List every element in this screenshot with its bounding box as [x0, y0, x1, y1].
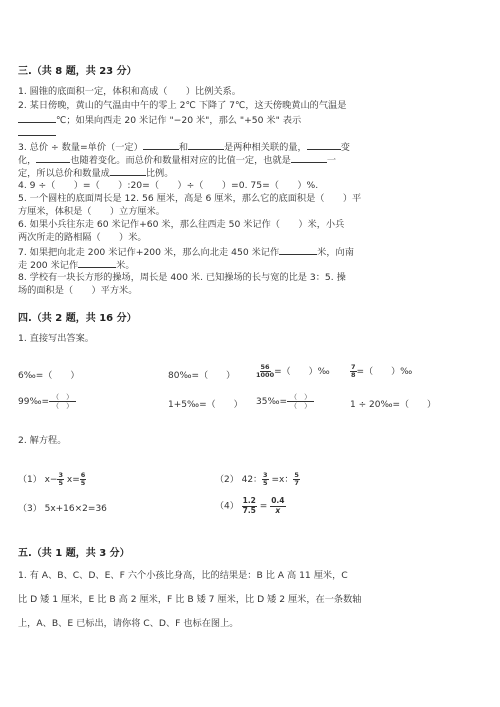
q3-2: 2. 某日傍晚，黄山的气温由中午的零上 2℃ 下降了 7℃，这天傍晚黄山的气温是 — [18, 100, 347, 111]
answer-blank[interactable] — [188, 140, 224, 150]
equation-4: （4） $\frac{1.2}{7.5}$ = $\frac{0.4}{x}$ — [215, 496, 285, 515]
q3-3-cont2: 定，所以总价和数量成 比例。 — [18, 168, 174, 179]
q3-8: 8. 学校有一块长方形的操场，周长是 400 米. 已知操场的长与宽的比是 3：5. 操 — [18, 272, 346, 283]
fraction: $\frac{( )}{( )}$ — [49, 393, 76, 410]
equation-3: （3） 5x+16×2=36 — [18, 504, 107, 514]
calc-g: 35‰= $\frac{( )}{( )}$ — [256, 393, 314, 410]
q4-2: 2. 解方程。 — [18, 435, 67, 446]
fraction: $\frac{( )}{( )}$ — [287, 393, 314, 410]
q3-5: 5. 一个圆柱的底面周长是 12. 56 厘米，高是 6 厘米，那么它的底面积是（ ）平 — [18, 193, 362, 204]
q3-8-cont: 场的面积是（ ）平方米。 — [18, 285, 138, 296]
calc-a: 6‰=（ ） — [18, 371, 80, 381]
answer-blank[interactable] — [78, 258, 116, 268]
answer-blank[interactable] — [279, 245, 317, 255]
calc-d: $\frac{7}{8}$ =（ ）‰ — [351, 363, 413, 379]
fraction: $\frac{3}{5}$ — [58, 471, 63, 487]
fraction: $\frac{7}{8}$ — [351, 363, 356, 379]
calc-f: 1+5‰=（ ） — [168, 400, 243, 410]
calc-c: $\frac{56}{1000}$ =（ ）‰ — [256, 363, 330, 379]
fraction: $\frac{6}{5}$ — [80, 471, 86, 487]
q3-2-cont: ℃；如果向西走 20 米记作 "−20 米"，那么 "+50 米" 表示 — [18, 113, 301, 127]
calc-b: 80‰=（ ） — [168, 371, 236, 381]
q5-1-cont2: 上，A、B、E 已标出，请你将 C、D、F 也标在图上。 — [18, 618, 239, 629]
q3-7: 7. 如果把向北走 200 米记作+200 米，那么向北走 450 米记作 米，向南 — [18, 247, 354, 258]
answer-blank[interactable] — [307, 140, 341, 150]
q3-3: 3. 总价 ÷ 数量=单价（一定） 和 是两种相关联的量， 变 — [18, 142, 350, 153]
equation-1: （1） x− $\frac{3}{5}$ x= $\frac{6}{5}$ — [18, 471, 86, 487]
calc-h: 1 ÷ 20‰=（ ） — [350, 400, 437, 410]
q3-4: 4. 9 ÷（ ）=（ ）:20=（ ）÷（ ）=0. 75=（ ）%. — [18, 180, 319, 191]
answer-blank[interactable] — [36, 153, 70, 163]
fraction: $\frac{3}{5}$ — [263, 471, 268, 487]
fraction: $\frac{5}{7}$ — [294, 471, 299, 487]
q3-1: 1. 圆锥的底面积一定，体积和高成（ ）比例关系。 — [18, 86, 241, 97]
answer-blank[interactable] — [18, 113, 56, 123]
answer-blank[interactable] — [291, 153, 327, 163]
q3-3-cont: 化， 也随着变化。而总价和数量相对应的比值一定，也就是 一 — [18, 155, 337, 166]
q3-5-cont: 方厘米，体积是（ ）立方厘米。 — [18, 206, 165, 217]
equation-2: （2） 42： $\frac{3}{5}$ =x： $\frac{5}{7}$ — [215, 471, 299, 487]
fraction: $\frac{56}{1000}$ — [256, 363, 275, 379]
answer-blank[interactable] — [143, 140, 179, 150]
fraction: $\frac{1.2}{7.5}$ — [242, 496, 256, 515]
answer-blank[interactable] — [110, 166, 146, 176]
answer-blank[interactable] — [18, 126, 56, 136]
fraction: $\frac{0.4}{x}$ — [271, 496, 285, 515]
q3-6: 6. 如果小兵往东走 60 米记作+60 米，那么往西走 50 米记作（ ）米，小兵 — [18, 219, 345, 230]
q5-1: 1. 有 A、B、C、D、E、F 六个小孩比身高，比的结果是：B 比 A 高 11 厘米，C — [18, 570, 348, 581]
q3-2-blank — [18, 126, 56, 140]
section-4-title: 四.（共 2 题，共 16 分） — [18, 313, 137, 324]
section-5-title: 五.（共 1 题，共 3 分） — [18, 548, 130, 559]
q3-7-cont: 走 200 米记作 米。 — [18, 260, 135, 271]
q4-1: 1. 直接写出答案。 — [18, 333, 94, 344]
q5-1-cont: 比 D 矮 1 厘米，E 比 B 高 2 厘米，F 比 B 矮 7 厘米，比 D 矮 2 厘米，在一条数轴 — [18, 594, 362, 605]
q3-6-cont: 两次所走的路相隔（ ）米。 — [18, 232, 147, 243]
section-3-title: 三.（共 8 题，共 23 分） — [18, 66, 137, 77]
calc-e: 99‰= $\frac{( )}{( )}$ — [18, 393, 76, 410]
